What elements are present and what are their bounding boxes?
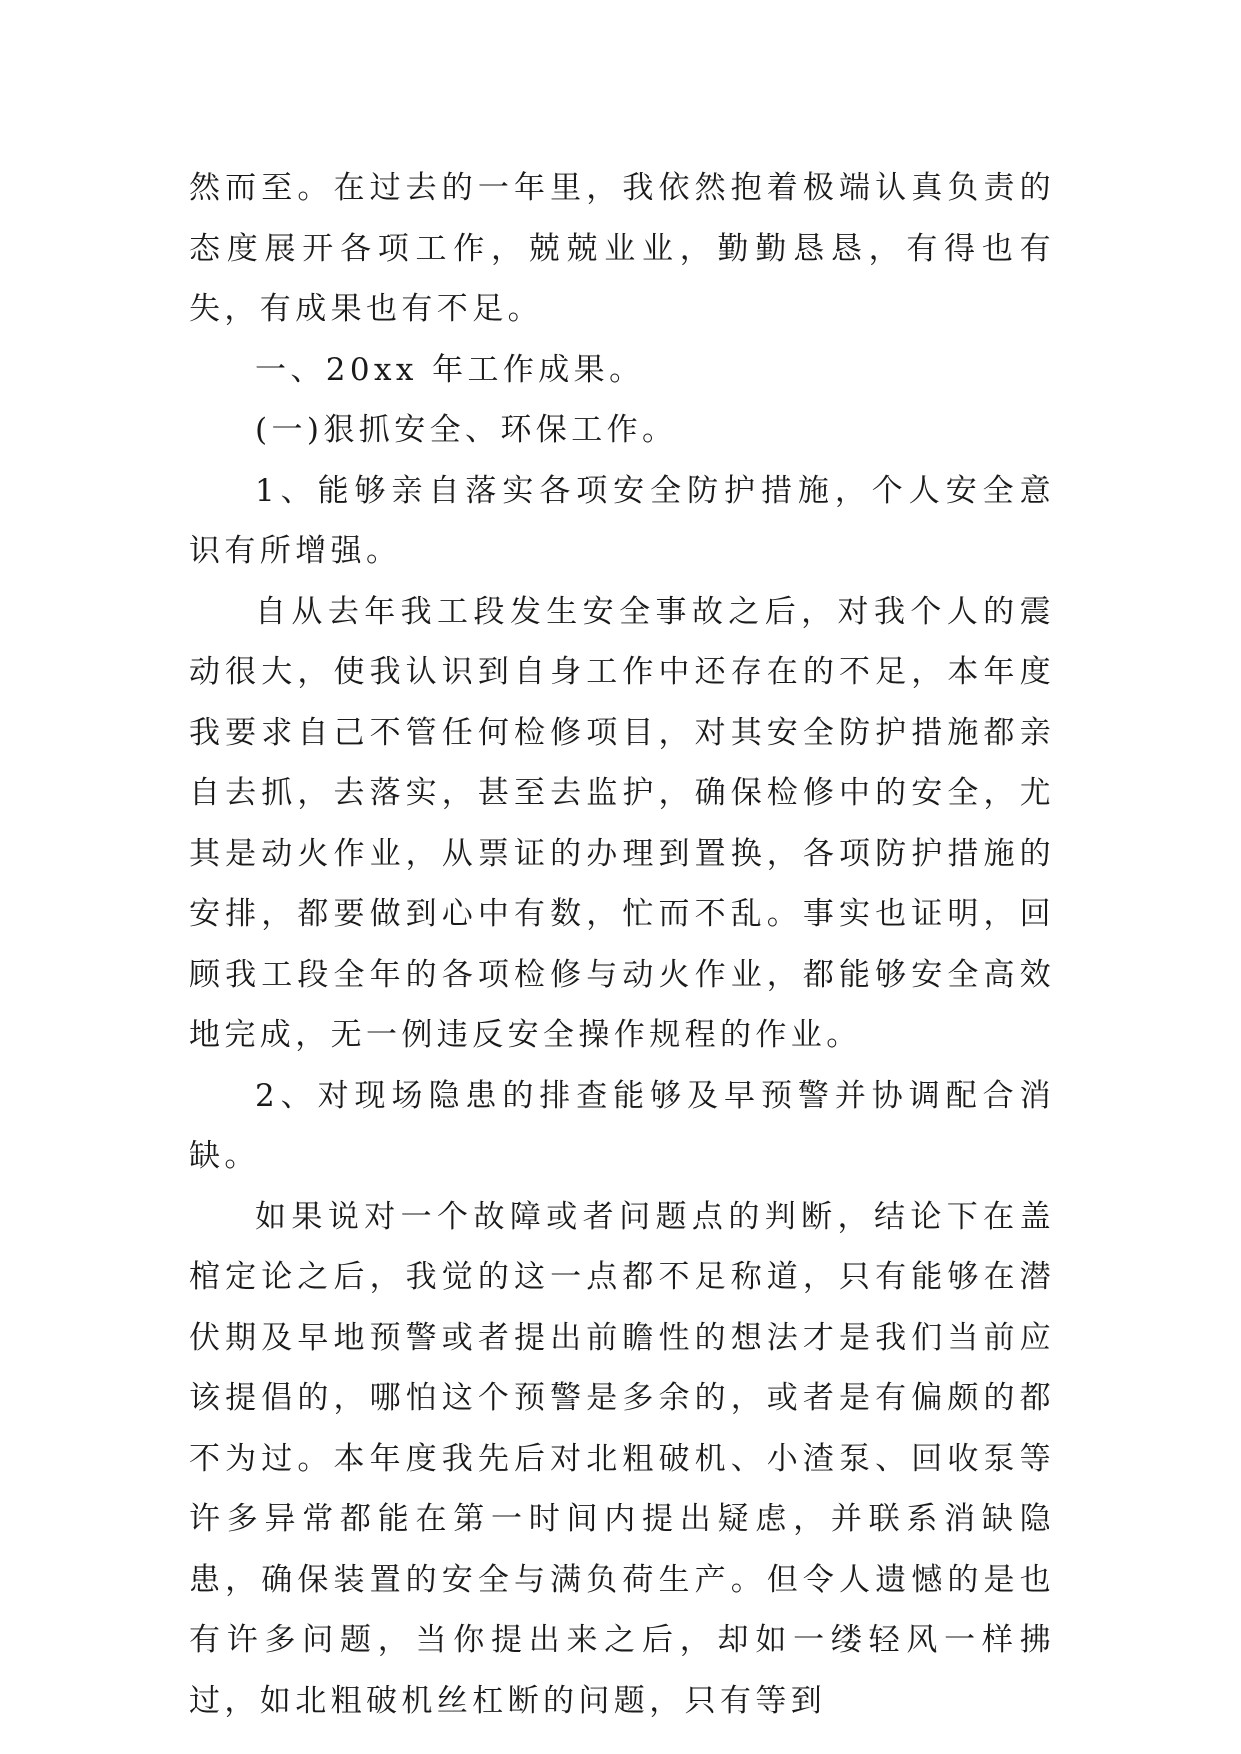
subsection-heading-safety: (一)狠抓安全、环保工作。 [255, 412, 678, 448]
document-body [189, 158, 1055, 1731]
paragraph-hazard-details: 如果说对一个故障或者问题点的判断，结论下在盖棺定论之后，我觉的这一点都不足称道，只有能够在潜伏期及早地预警或者提出前瞻性的想法才是我们当前应该提倡的，哪怕这个预警是多余的，或者是有偏颇的都不为过。本年度我先后对北粗破机、小渣泵、回收泵等许多异常都能在第一时间内提出疑虑，并联系消缺隐患，确保装置的安全与满负荷生产。但令人遗憾的是也有许多问题，当你提出来之后，却如一缕轻风一样拂过，如北粗破机丝杠断的问题，只有等到 [189, 1198, 1055, 1719]
paragraph-intro-continuation: 然而至。在过去的一年里，我依然抱着极端认真负责的态度展开各项工作，兢兢业业，勤勤恳恳，有得也有失，有成果也有不足。 [189, 170, 1055, 327]
item-heading-hazard-check: 2、对现场隐患的排查能够及早预警并协调配合消缺。 [189, 1077, 1055, 1174]
section-heading-achievements: 一、20xx 年工作成果。 [255, 351, 645, 388]
paragraph-safety-details: 自从去年我工段发生安全事故之后，对我个人的震动很大，使我认识到自身工作中还存在的不足，本年度我要求自己不管任何检修项目，对其安全防护措施都亲自去抓，去落实，甚至去监护，确保检修中的安全，尤其是动火作业，从票证的办理到置换，各项防护措施的安排，都要做到心中有数，忙而不乱。事实也证明，回顾我工段全年的各项检修与动火作业，都能够安全高效地完成，无一例违反安全操作规程的作业。 [189, 593, 1055, 1053]
item-heading-protection-measures: 1、能够亲自落实各项安全防护措施，个人安全意识有所增强。 [189, 472, 1055, 569]
